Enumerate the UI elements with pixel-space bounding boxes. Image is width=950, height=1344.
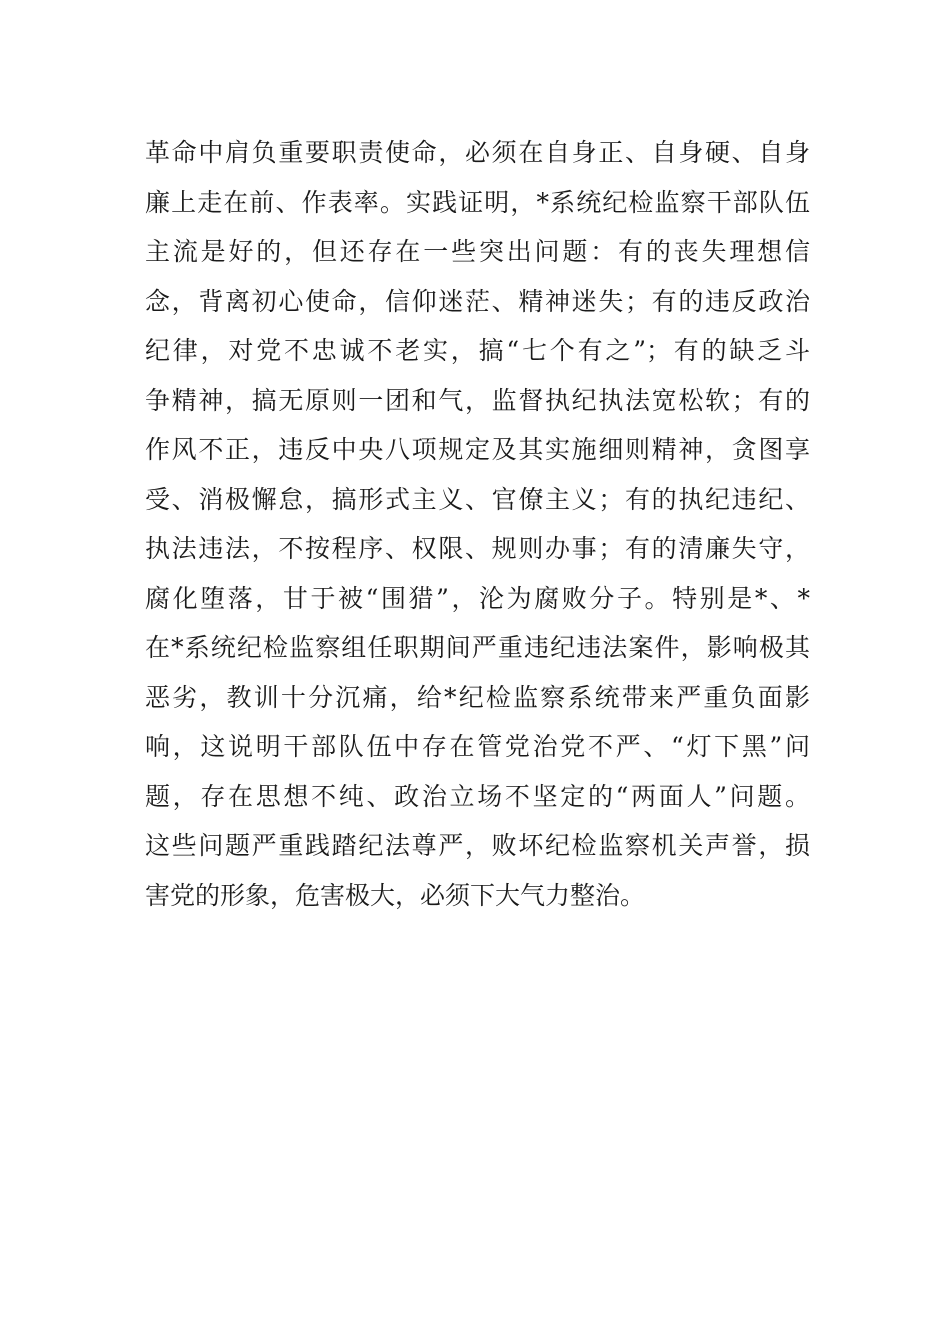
text-line: 在*系统纪检监察组任职期间严重违纪违法案件，影响极其 <box>145 633 810 662</box>
text-line: 主流是好的，但还存在一些突出问题：有的丧失理想信 <box>145 237 810 266</box>
text-line: 题，存在思想不纯、政治立场不坚定的“两面人”问题。 <box>145 781 810 811</box>
text-line: 廉上走在前、作表率。实践证明，*系统纪检监察干部队伍 <box>145 187 810 217</box>
text-line: 恶劣，教训十分沉痛，给*纪检监察系统带来严重负面影 <box>145 682 810 712</box>
text-line: 争精神，搞无原则一团和气，监督执纪执法宽松软；有的 <box>145 385 810 415</box>
body-paragraph <box>145 128 810 920</box>
text-line: 念，背离初心使命，信仰迷茫、精神迷失；有的违反政治 <box>145 286 810 316</box>
text-line: 这些问题严重践踏纪法尊严，败坏纪检监察机关声誉，损 <box>145 831 810 860</box>
text-line: 执法违法，不按程序、权限、规则办事；有的清廉失守， <box>145 534 810 563</box>
text-line-last: 害党的形象，危害极大，必须下大气力整治。 <box>145 880 646 910</box>
text-line: 纪律，对党不忠诚不老实，搞“七个有之”；有的缺乏斗 <box>145 336 810 365</box>
text-line: 受、消极懈怠，搞形式主义、官僚主义；有的执纪违纪、 <box>145 484 810 514</box>
text-line: 响，这说明干部队伍中存在管党治党不严、“灯下黑”问 <box>145 732 810 761</box>
text-line: 革命中肩负重要职责使命，必须在自身正、自身硬、自身 <box>145 138 810 167</box>
text-line: 腐化堕落，甘于被“围猎”，沦为腐败分子。特别是*、* <box>145 583 810 613</box>
text-line: 作风不正，违反中央八项规定及其实施细则精神，贪图享 <box>145 435 810 464</box>
